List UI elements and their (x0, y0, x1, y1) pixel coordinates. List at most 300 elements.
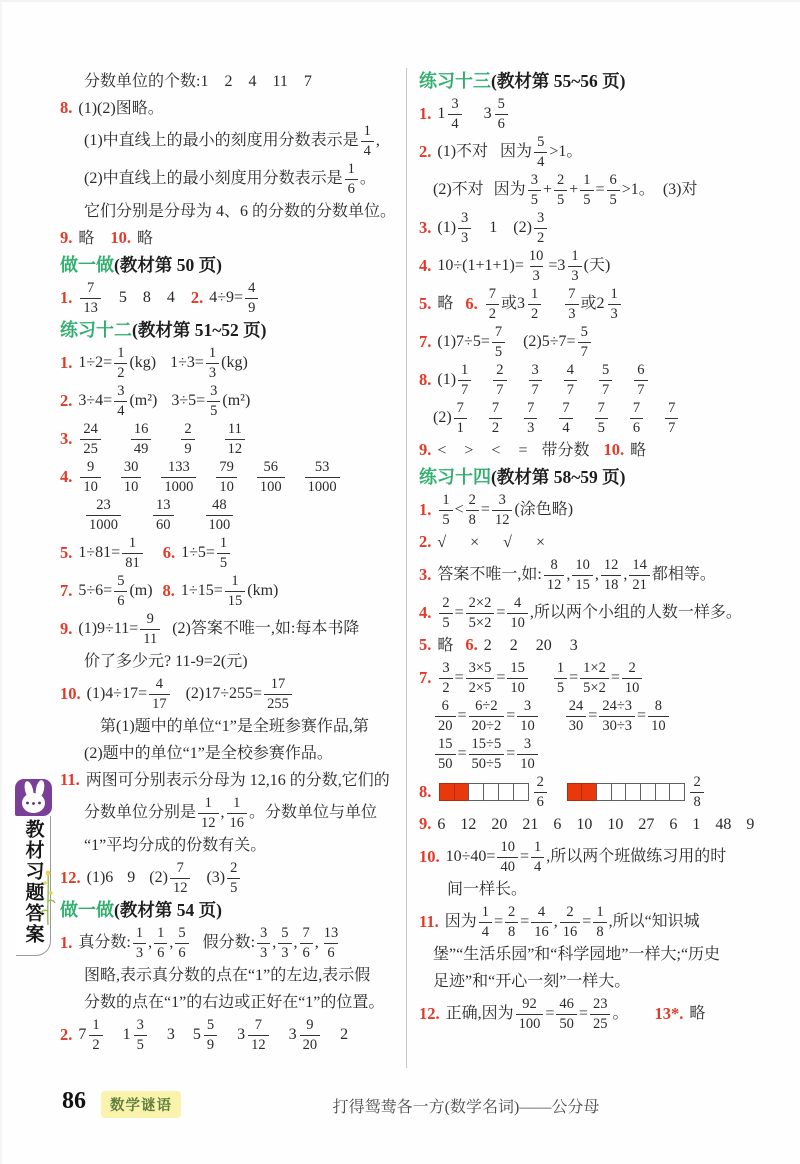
answer-text: 分数单位的个数: (84, 72, 201, 90)
bar-cell (483, 783, 499, 801)
fraction: $\frac{7}{7}$ (665, 401, 678, 435)
answer-text: ,所以两个班做练习用的时 (546, 848, 727, 865)
whole-number: 3 (483, 105, 492, 122)
answer-text: + (569, 181, 579, 198)
flower-doodle-icon (40, 867, 56, 927)
item-number: 2. (419, 532, 432, 552)
fraction: $\frac{7}{1}$ (454, 401, 467, 435)
fraction: $\frac{3}{7}$ (529, 363, 542, 397)
answer-line (419, 903, 774, 941)
fraction: $\frac{2}{8}$ (466, 493, 479, 527)
spacer (156, 363, 170, 364)
fraction: $\frac{7}{12}$ (170, 861, 191, 895)
answer-line (60, 496, 406, 534)
answer-line (419, 247, 774, 285)
answer-text: = (506, 745, 516, 762)
section-title: 做一做 (60, 255, 114, 276)
answer-line (60, 279, 406, 317)
answer-line (60, 610, 406, 648)
item-number: 10. (603, 440, 625, 460)
answer-text: (m²) (222, 392, 251, 409)
fraction: $\frac{23}{25}$ (590, 997, 611, 1031)
answer-text: 2 2 20 3 (483, 636, 578, 654)
fraction: $\frac{24}{30}$ (566, 699, 587, 733)
bar-cell-filled (567, 783, 583, 801)
mixed-number (123, 1016, 149, 1054)
bar-cell (513, 783, 529, 801)
answer-text: (2)中直线上的最小刻度用分数表示是 (84, 170, 343, 187)
fraction: $\frac{5}{6}$ (495, 97, 508, 131)
spacer (219, 1035, 237, 1036)
spacer (153, 439, 179, 440)
answer-text: (1)(2)图略。 (78, 99, 164, 117)
fraction: $\frac{53}{1000}$ (305, 460, 340, 494)
item-number: 7. (419, 331, 432, 351)
answer-text: 1÷81= (78, 544, 121, 561)
answer-line (60, 160, 406, 198)
answer-line (60, 832, 406, 859)
spacer (589, 450, 603, 451)
item-number: 4. (419, 602, 432, 622)
fraction: $\frac{2}{5}$ (439, 596, 452, 630)
answer-text: “1”平均分成的份数有关。 (84, 836, 267, 854)
mixed-number (237, 1016, 271, 1054)
answer-text: + (542, 181, 552, 198)
fraction: $\frac{1}{3}$ (568, 249, 581, 283)
item-number: 6. (162, 542, 176, 562)
answer-text: 10÷(1+1+1)= (437, 257, 524, 274)
answer-text: , (623, 566, 628, 583)
answer-text: (1) (437, 371, 457, 388)
section-source: (教材第 54 页) (114, 899, 222, 920)
answer-text: 略 (137, 229, 154, 247)
answer-line (419, 437, 774, 464)
fraction: $\frac{2}{10}$ (622, 661, 643, 695)
whole-number: 3 (557, 257, 566, 274)
fraction: $\frac{10}{15}$ (572, 558, 593, 592)
item-number: 11. (419, 911, 439, 931)
answer-text: (1)9÷11= (78, 620, 139, 637)
fraction: $\frac{2}{7}$ (493, 363, 506, 397)
fraction: $\frac{7}{5}$ (595, 401, 608, 435)
answer-line (60, 572, 406, 610)
spacer (153, 591, 163, 592)
mixed-number (289, 1016, 323, 1054)
fraction: $\frac{7}{4}$ (559, 401, 572, 435)
answer-line (419, 529, 774, 556)
answer-text: 假分数: (202, 934, 256, 951)
answer-text: 足迹”和“开心一刻”一样大。 (433, 972, 631, 990)
fraction: $\frac{1}{2}$ (528, 287, 541, 321)
answer-text: 。分数单位与单位 (249, 804, 378, 821)
answer-text: (2)题中的单位“1”是全校参赛作品。 (84, 744, 333, 762)
whole-number: 5 (192, 1026, 201, 1043)
fraction: $\frac{9}{11}$ (140, 612, 160, 646)
answer-text: (天) (583, 257, 611, 274)
spacer (271, 1035, 289, 1036)
answer-text: (1)不对 (437, 143, 489, 160)
fraction: $\frac{24\div 3}{30\div 3}$ (599, 699, 635, 733)
spacer (473, 228, 489, 229)
answer-text: = (637, 707, 647, 724)
spacer (172, 694, 186, 695)
whole-number: 1 (437, 105, 446, 122)
fraction: $\frac{9}{20}$ (300, 1018, 321, 1052)
item-number: 2. (419, 141, 432, 161)
spacer (610, 418, 628, 419)
answer-text: (2)不对 (433, 181, 484, 198)
spacer (103, 439, 129, 440)
spacer (645, 418, 663, 419)
spacer (453, 304, 465, 305)
answers-area (60, 68, 774, 1068)
item-number: 6. (465, 293, 478, 313)
bar-cell (640, 783, 656, 801)
answers-column-right (407, 68, 774, 1033)
fraction: $\frac{3}{5}$ (207, 384, 220, 418)
spacer (469, 418, 487, 419)
answer-text: , (314, 934, 319, 951)
bar-cell (625, 783, 641, 801)
item-number: 13*. (654, 1003, 684, 1023)
answer-text: (m) (129, 582, 153, 599)
answer-text: 略 (437, 295, 454, 312)
fraction: $\frac{15\div 5}{50\div 5}$ (469, 737, 505, 771)
fraction: $\frac{15}{10}$ (507, 661, 528, 695)
answer-line (419, 361, 774, 399)
answer-text: 3 (166, 1026, 175, 1043)
section-source: (教材第 55~56 页) (491, 70, 626, 91)
fraction: $\frac{30}{10}$ (121, 460, 142, 494)
spacer (549, 792, 565, 793)
answer-text: , (594, 566, 599, 583)
item-number: 4. (60, 466, 73, 486)
answer-text: 带分数 (541, 441, 590, 459)
spacer (539, 418, 557, 419)
fraction: $\frac{5}{9}$ (204, 1018, 217, 1052)
answer-text: 因为 (493, 181, 526, 198)
fraction: $\frac{5}{4}$ (534, 135, 547, 169)
answer-text: = (569, 669, 579, 686)
answer-text: 第(1)题中的单位“1”是全班参赛作品,第 (100, 717, 369, 735)
sidebar-tab-label (16, 816, 51, 956)
answer-line (419, 697, 774, 735)
fraction: $\frac{6}{20}$ (435, 699, 456, 733)
fraction: $\frac{4}{7}$ (564, 363, 577, 397)
answer-text: 。 (612, 1005, 629, 1022)
answer-text: = (595, 181, 605, 198)
answer-text: 间一样长。 (447, 880, 528, 898)
fraction: $\frac{15}{50}$ (435, 737, 456, 771)
answer-text: = (457, 745, 467, 762)
fraction: $\frac{3}{4}$ (448, 97, 461, 131)
spacer (287, 477, 303, 478)
item-number: 1. (60, 932, 73, 952)
fraction: $\frac{1}{4}$ (361, 124, 374, 158)
answer-line (419, 838, 774, 876)
answer-text: 堡”“生活乐园”和“科学园地”一样大;“历史 (433, 945, 721, 963)
section-title: 练习十三 (419, 71, 491, 92)
spacer (176, 515, 204, 516)
spacer (504, 418, 522, 419)
section-title: 做一做 (60, 900, 114, 921)
fraction: $\frac{5}{6}$ (114, 574, 127, 608)
item-number: 9. (419, 814, 432, 834)
spacer (540, 716, 564, 717)
spacer (579, 380, 597, 381)
answer-line (60, 225, 406, 252)
fraction: $\frac{7}{13}$ (80, 281, 101, 315)
fraction: $\frac{13}{60}$ (153, 498, 174, 532)
answer-line (60, 458, 406, 496)
fraction: $\frac{3}{12}$ (492, 493, 513, 527)
spacer (628, 1014, 654, 1015)
answer-text: 或 (501, 295, 518, 312)
sidebar-tab-text: 教材习题答案 (22, 819, 44, 945)
answer-line (419, 594, 774, 632)
answer-text: = (454, 669, 464, 686)
fraction: $\frac{1}{4}$ (479, 905, 492, 939)
answer-text: 10÷40= (445, 848, 496, 865)
answer-text: 正确,因为 (445, 1005, 514, 1022)
answer-text: , (566, 566, 571, 583)
spacer (175, 1035, 193, 1036)
fraction: $\frac{1}{81}$ (122, 536, 143, 570)
answer-text: 1÷15= (180, 582, 223, 599)
answer-text: 。 (359, 170, 376, 187)
answer-text: = (519, 848, 529, 865)
spacer (527, 450, 541, 451)
fraction: $\frac{56}{100}$ (257, 460, 285, 494)
answer-line (419, 995, 774, 1033)
item-number: 9. (60, 618, 73, 638)
answer-text: >1。 (621, 181, 655, 198)
item-number: 1. (60, 352, 73, 372)
mixed-number (78, 1016, 104, 1054)
spacer (157, 401, 171, 402)
answer-text: 略 (630, 441, 647, 459)
fraction: $\frac{6}{5}$ (607, 173, 620, 207)
answer-text: (m²) (129, 392, 158, 409)
item-number: 8. (419, 369, 432, 389)
spacer (175, 298, 191, 299)
fraction: $\frac{7}{2}$ (489, 401, 502, 435)
answer-text: 价了多少元? 11-9=2(元) (84, 652, 248, 670)
answer-text: = (548, 257, 558, 274)
section-title: 练习十四 (419, 467, 491, 488)
fraction: $\frac{3}{3}$ (458, 211, 471, 245)
section-source: (教材第 50 页) (114, 254, 222, 275)
fraction: $\frac{11}{12}$ (225, 422, 246, 456)
fraction: $\frac{3}{4}$ (114, 384, 127, 418)
item-number: 7. (60, 580, 73, 600)
answer-line (419, 133, 774, 171)
whole-number: 2 (596, 295, 605, 312)
fraction: $\frac{7}{12}$ (248, 1018, 269, 1052)
answer-text: 因为 (500, 143, 533, 160)
answer-text: 分数单位分别是 (84, 804, 197, 821)
answer-line (60, 675, 406, 713)
spacer (105, 1035, 123, 1036)
answer-text: (2) (513, 219, 532, 236)
mixed-number (437, 95, 463, 133)
spacer (103, 298, 119, 299)
answer-text: √ × √ × (437, 533, 545, 551)
mixed-number (597, 285, 623, 323)
answer-line (60, 534, 406, 572)
answer-text: (涂色略) (514, 501, 574, 518)
riddle-badge: 数学谜语 (101, 1091, 181, 1118)
spacer (123, 515, 151, 516)
answer-line (419, 399, 774, 437)
answer-text: 真分数: (78, 934, 131, 951)
answer-text: = (457, 707, 467, 724)
fraction: $\frac{8}{12}$ (544, 558, 565, 592)
fraction: $\frac{13}{6}$ (323, 925, 339, 961)
answer-text: , (169, 934, 174, 951)
answer-text: , (220, 804, 225, 821)
spacer (143, 477, 159, 478)
answer-text: 3÷5= (171, 392, 206, 409)
answer-line (419, 632, 774, 659)
sidebar-tab (15, 779, 53, 956)
whole-number: 3 (288, 1026, 297, 1043)
bar-cell (468, 783, 484, 801)
fraction: $\frac{1}{4}$ (531, 840, 544, 874)
riddle-text: 打得鸳鸯各一方(数学名词)——公分母 (332, 1099, 600, 1116)
answer-line (60, 317, 406, 344)
answer-text: 3÷4= (78, 392, 113, 409)
answer-line (419, 968, 774, 995)
answer-text: ,所以“知识城 (608, 913, 700, 930)
fraction: $\frac{3}{2}$ (534, 211, 547, 245)
fraction: $\frac{79}{10}$ (216, 460, 237, 494)
fraction: $\frac{2}{8}$ (505, 905, 518, 939)
answer-text: (km) (247, 582, 279, 599)
answer-text: 4÷9= (209, 289, 244, 306)
answer-line (60, 1016, 406, 1054)
fraction: $\frac{7}{2}$ (486, 287, 499, 321)
fraction: $\frac{2}{5}$ (227, 861, 240, 895)
answer-text: , (272, 934, 277, 951)
fraction: $\frac{9}{10}$ (80, 460, 101, 494)
fraction: $\frac{1\times 2}{5\times 2}$ (580, 661, 609, 695)
bar-cell-filled (454, 783, 470, 801)
section-source: (教材第 58~59 页) (491, 466, 626, 487)
fraction: $\frac{3}{2}$ (439, 661, 452, 695)
answer-text: = (520, 913, 530, 930)
bar-cell (611, 783, 627, 801)
fraction: $\frac{3}{10}$ (517, 699, 538, 733)
mixed-number (557, 247, 583, 285)
answer-text: = (506, 707, 516, 724)
spacer (614, 380, 632, 381)
fraction: $\frac{2}{6}$ (534, 775, 547, 809)
answer-text: (1) (437, 219, 457, 236)
fraction: $\frac{3}{3}$ (257, 926, 270, 960)
fraction: $\frac{3}{10}$ (517, 737, 538, 771)
fraction: $\frac{12}{18}$ (601, 558, 622, 592)
fraction: $\frac{17}{255}$ (264, 677, 292, 711)
spacer (239, 477, 255, 478)
answer-line (60, 382, 406, 420)
fraction-bar-diagram (440, 783, 528, 801)
fraction: $\frac{24}{25}$ (80, 422, 101, 456)
item-number: 8. (162, 580, 175, 600)
answer-line (419, 773, 774, 811)
answer-line (60, 989, 406, 1016)
fraction: $\frac{1}{3}$ (133, 926, 146, 960)
answer-text: 因为 (444, 913, 477, 930)
item-number: 12. (60, 867, 81, 887)
spacer (322, 1035, 340, 1036)
answer-line (419, 876, 774, 903)
item-number: 5. (419, 635, 432, 655)
fraction: $\frac{1}{5}$ (217, 536, 230, 570)
answer-text: = (610, 669, 620, 686)
bar-cell (655, 783, 671, 801)
item-number: 7. (419, 667, 432, 687)
fraction: $\frac{2\times 2}{5\times 2}$ (466, 596, 495, 630)
fraction: $\frac{7}{5}$ (492, 325, 505, 359)
answer-text: , (553, 913, 558, 930)
answer-line (60, 767, 406, 794)
answer-text: (2) (433, 409, 452, 426)
spacer (197, 439, 223, 440)
fraction: $\frac{16}{49}$ (131, 422, 152, 456)
answer-line (60, 859, 406, 897)
fraction: $\frac{5}{3}$ (278, 926, 291, 960)
spacer (453, 645, 465, 646)
page-number: 86 (62, 1088, 86, 1114)
item-number: 2. (190, 287, 204, 307)
fraction: $\frac{133}{1000}$ (161, 460, 196, 494)
item-number: 4. (419, 255, 432, 275)
fraction: $\frac{6}{7}$ (634, 363, 647, 397)
fraction: $\frac{48}{100}$ (206, 498, 234, 532)
fraction: $\frac{1}{2}$ (89, 1018, 102, 1052)
spacer (198, 477, 214, 478)
bar-cell-filled (581, 783, 597, 801)
fraction: $\frac{2}{9}$ (181, 422, 194, 456)
answer-text: (1)4÷17= (86, 685, 148, 702)
answer-line (60, 95, 406, 122)
spacer (145, 553, 163, 554)
answer-line (60, 344, 406, 382)
answer-text: 分数的点在“1”的右边或正好在“1”的位置。 (84, 993, 385, 1011)
spacer (149, 1035, 167, 1036)
spacer (544, 380, 562, 381)
answers-column-left (60, 68, 406, 1054)
fraction: $\frac{7}{6}$ (630, 401, 643, 435)
answer-text: = (493, 913, 504, 930)
answer-line (60, 198, 406, 225)
answer-text: , (148, 934, 153, 951)
fraction: $\frac{1}{3}$ (206, 346, 219, 380)
answer-line (419, 735, 774, 773)
answer-line (419, 491, 774, 529)
answer-line (419, 464, 774, 491)
answer-text: 6 12 20 21 6 10 10 27 6 1 48 9 (437, 815, 755, 833)
answer-line (419, 285, 774, 323)
answer-text: = (496, 669, 506, 686)
fraction: $\frac{14}{21}$ (629, 558, 650, 592)
answer-text: 5÷6= (78, 582, 113, 599)
answer-line (60, 924, 406, 962)
answer-text: 它们分别是分母为 4、6 的分数的分数单位。 (84, 202, 397, 220)
answer-text: (2)5÷7= (523, 333, 576, 350)
spacer (103, 477, 119, 478)
